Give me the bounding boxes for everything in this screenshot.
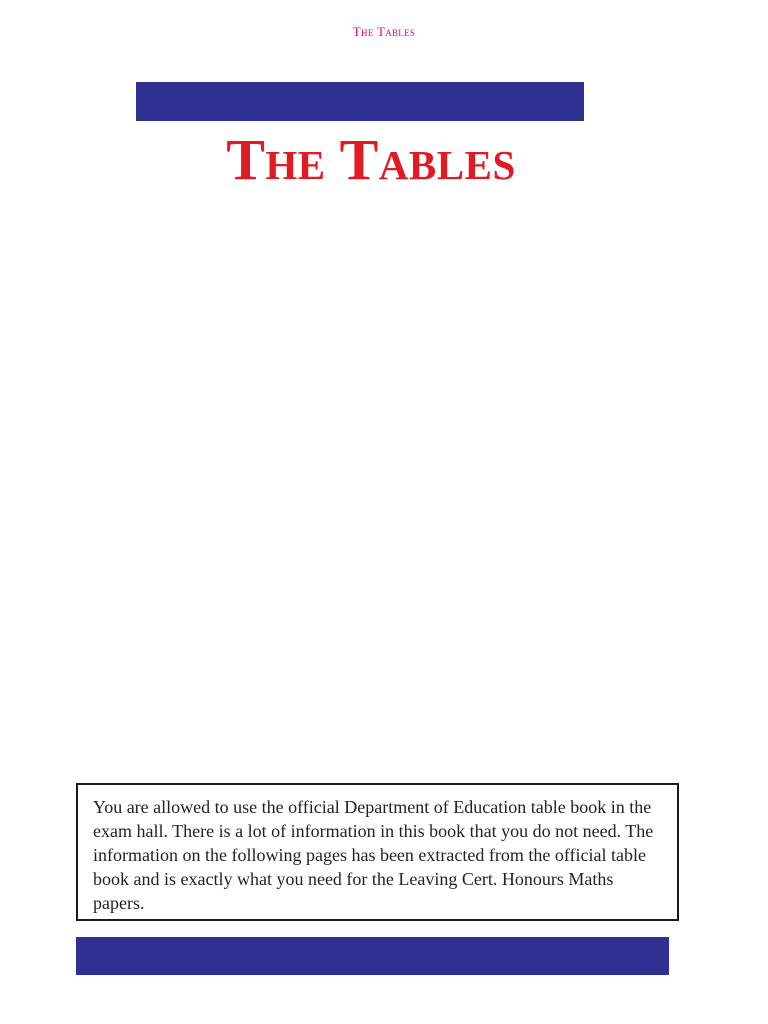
decorative-bottom-bar (76, 937, 669, 975)
decorative-top-bar (136, 82, 584, 121)
info-paragraph: You are allowed to use the official Department of Education table book in the exam hall. There is a lot of information in this book that you do not need. The information on the following pages has been extracted from the official table book and is exactly what you need for the Leaving Cert. Honours Maths papers. (93, 797, 654, 913)
page-title: The Tables (226, 127, 516, 192)
running-header: The Tables (352, 24, 416, 39)
info-box (76, 783, 679, 921)
